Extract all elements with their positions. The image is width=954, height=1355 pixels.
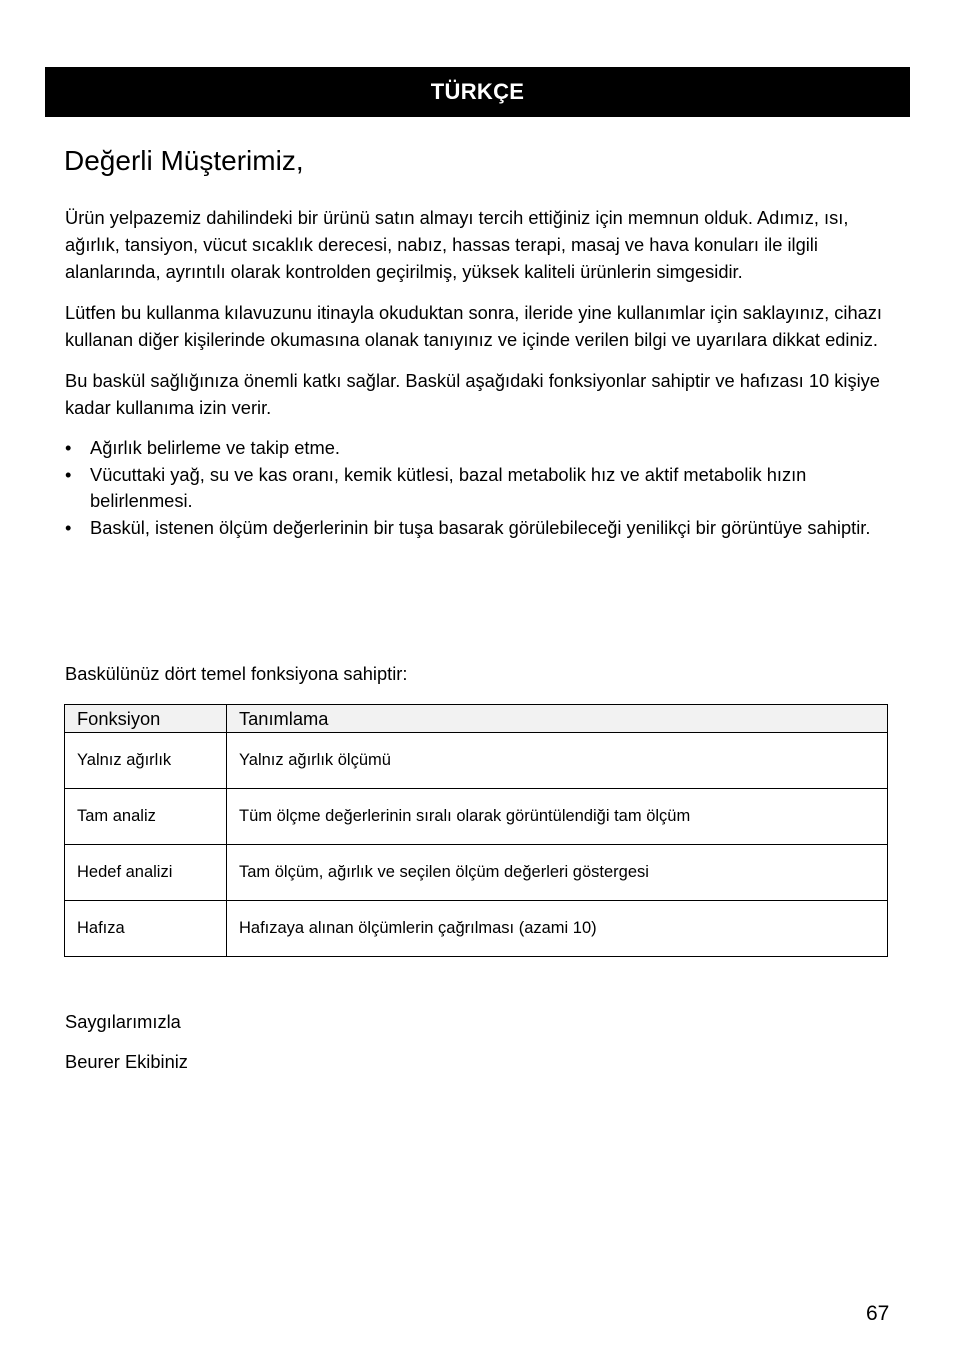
description-cell: Hafızaya alınan ölçümlerin çağrılması (azami 10) xyxy=(227,901,888,957)
table-row xyxy=(65,789,888,845)
column-header-function: Fonksiyon xyxy=(65,705,227,733)
table-row xyxy=(65,733,888,789)
closing-regards: Saygılarımızla xyxy=(65,1011,181,1032)
description-cell: Tüm ölçme değerlerinin sıralı olarak görüntülendiği tam ölçüm xyxy=(227,789,888,845)
language-label: TÜRKÇE xyxy=(430,79,525,104)
list-item xyxy=(65,515,895,542)
list-item xyxy=(65,462,895,515)
bullet-icon: • xyxy=(65,516,72,538)
greeting-heading: Değerli Müşterimiz, xyxy=(64,145,304,176)
feature-list xyxy=(65,435,895,541)
description-cell: Yalnız ağırlık ölçümü xyxy=(227,733,888,789)
bullet-icon: • xyxy=(65,437,72,458)
function-cell: Yalnız ağırlık xyxy=(65,733,227,789)
scale-description-paragraph: Bu baskül sağlığınıza önemli katkı sağlar. Baskül aşağıdaki fonksiyonlar sahiptir ve hafızası 10 kişiye kadar kullanıma izin verir. xyxy=(65,370,880,418)
intro-content xyxy=(65,204,895,541)
list-item-text: Vücuttaki yağ, su ve kas oranı, kemik kütlesi, bazal metabolik hız ve aktif metabolik hızın belirlenmesi. xyxy=(90,463,807,511)
language-header-bar xyxy=(45,67,910,117)
closing-team: Beurer Ekibiniz xyxy=(65,1051,188,1072)
table-row xyxy=(65,901,888,957)
list-item xyxy=(65,435,895,462)
table-intro: Baskülünüz dört temel fonksiyona sahiptir: xyxy=(65,663,408,684)
intro-paragraph: Ürün yelpazemiz dahilindeki bir ürünü satın almayı tercih ettiğiniz için memnun olduk. Adımız, ısı, ağırlık, tansiyon, vücut sıcaklık derecesi, nabız, hassas terapi, masaj ve hava konuları ile ilgili alanlarında, ayrıntılı olarak kontrolden geçirilmiş, yüksek kaliteli ürünlerin simgesidir. xyxy=(65,207,849,282)
table-header-row xyxy=(65,705,888,733)
function-cell: Hafıza xyxy=(65,901,227,957)
description-cell: Tam ölçüm, ağırlık ve seçilen ölçüm değerleri göstergesi xyxy=(227,845,888,901)
instructions-paragraph: Lütfen bu kullanma kılavuzunu itinayla okuduktan sonra, ileride yine kullanımlar için saklayınız, cihazı kullanan diğer kişilerinde okumasına olanak tanıyınız ve içinde verilen bilgi ve uyarılara dikkat ediniz. xyxy=(65,302,882,350)
functions-table xyxy=(64,704,888,957)
column-header-description: Tanımlama xyxy=(227,705,888,733)
page-number: 67 xyxy=(866,1302,890,1325)
list-item-text: Ağırlık belirleme ve takip etme. xyxy=(90,437,340,458)
function-cell: Tam analiz xyxy=(65,789,227,845)
list-item-text: Baskül, istenen ölçüm değerlerinin bir tuşa basarak görülebileceği yenilikçi bir görüntüye sahiptir. xyxy=(90,516,871,538)
table-row xyxy=(65,845,888,901)
bullet-icon: • xyxy=(65,463,72,485)
function-cell: Hedef analizi xyxy=(65,845,227,901)
